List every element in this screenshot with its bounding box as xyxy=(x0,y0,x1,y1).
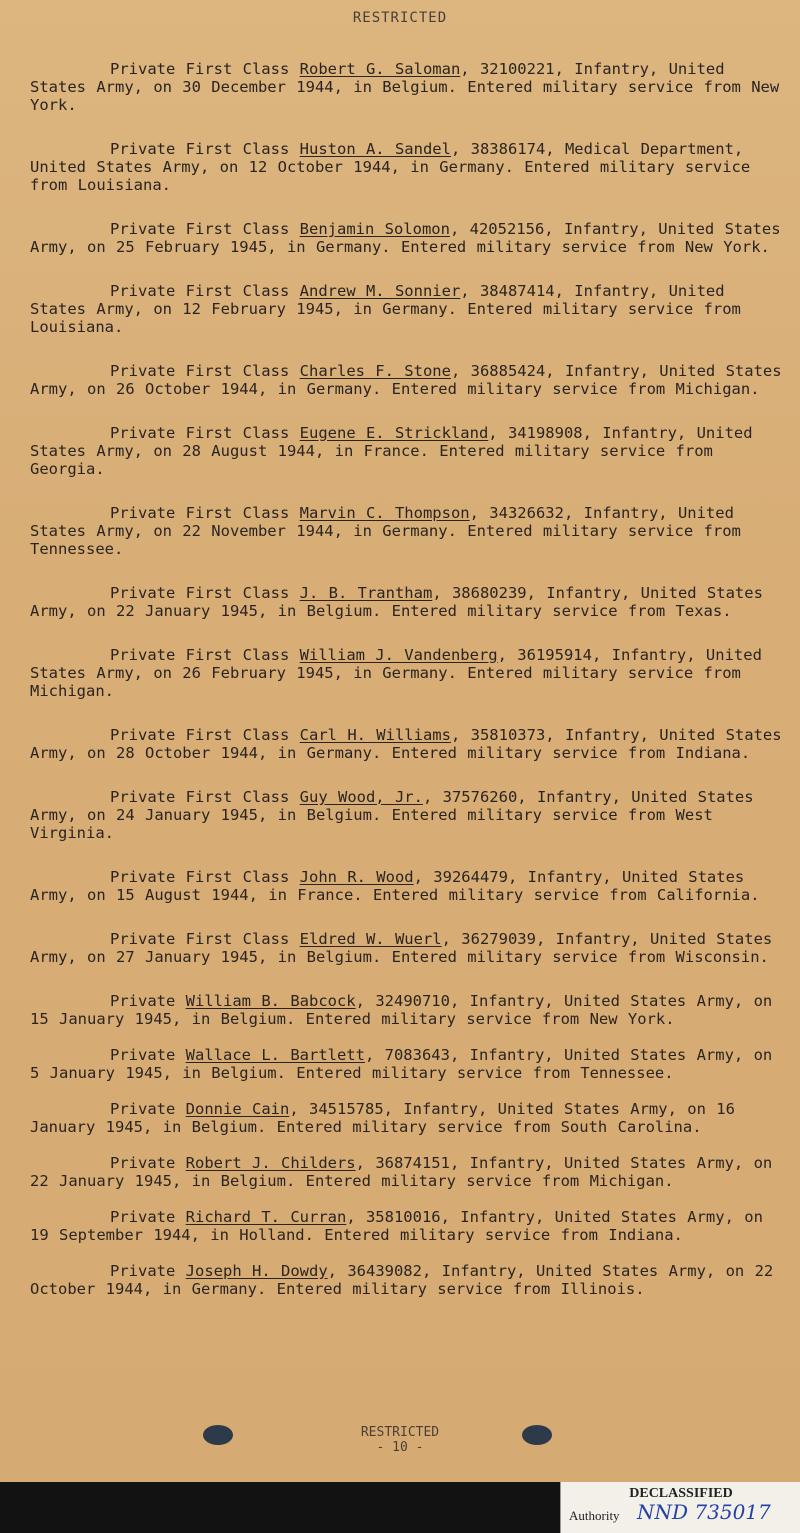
entry-name: Andrew M. Sonnier xyxy=(299,281,461,300)
entry-rank: Private xyxy=(110,1045,176,1064)
entry-rank: Private First Class xyxy=(110,503,290,522)
list-item xyxy=(30,1154,785,1190)
footer xyxy=(0,1425,800,1455)
entry-rank: Private First Class xyxy=(110,787,290,806)
list-item xyxy=(30,282,785,336)
entry-name: Donnie Cain xyxy=(185,1099,290,1118)
entry-details: , 36439082, Infantry, United States Army, on 22 October 1944, in Germany. Entered military service from Illinois. xyxy=(30,1261,774,1298)
list-item xyxy=(30,1046,785,1082)
entry-details: , 32100221, Infantry, United States Army, on 30 December 1944, in Belgium. Entered military service from New York. xyxy=(30,59,780,114)
entry-rank: Private First Class xyxy=(110,929,290,948)
entry-rank: Private First Class xyxy=(110,139,290,158)
entry-name: Eldred W. Wuerl xyxy=(299,929,442,948)
entry-rank: Private First Class xyxy=(110,867,290,886)
entry-name: Marvin C. Thompson xyxy=(299,503,470,522)
list-item xyxy=(30,1100,785,1136)
list-item xyxy=(30,1208,785,1244)
entry-name: Huston A. Sandel xyxy=(299,139,451,158)
entry-rank: Private xyxy=(110,1153,176,1172)
entry-name: Guy Wood, Jr. xyxy=(299,787,423,806)
entry-details: , 38487414, Infantry, United States Army, on 12 February 1945, in Germany. Entered military service from Louisiana. xyxy=(30,281,741,336)
list-item xyxy=(30,362,785,398)
entry-details: , 36874151, Infantry, United States Army, on 22 January 1945, in Belgium. Entered military service from Michigan. xyxy=(30,1153,773,1190)
entry-rank: Private xyxy=(110,1261,176,1280)
page-number: - 10 - xyxy=(376,1440,424,1455)
entry-name: Benjamin Solomon xyxy=(299,219,450,238)
list-item xyxy=(30,424,785,478)
list-item xyxy=(30,220,785,256)
declassified-stamp xyxy=(560,1482,800,1533)
list-item xyxy=(30,788,785,842)
entry-details: , 37576260, Infantry, United States Army, on 24 January 1945, in Belgium. Entered military service from West Virginia. xyxy=(30,787,754,842)
entry-name: Richard T. Curran xyxy=(185,1207,347,1226)
list-item xyxy=(30,726,785,762)
entry-details: , 38680239, Infantry, United States Army, on 22 January 1945, in Belgium. Entered military service from Texas. xyxy=(30,583,763,620)
list-item xyxy=(30,140,785,194)
entry-details: , 36195914, Infantry, United States Army, on 26 February 1945, in Germany. Entered military service from Michigan. xyxy=(30,645,762,700)
footer-classification: RESTRICTED xyxy=(360,1425,440,1440)
entry-name: William B. Babcock xyxy=(185,991,356,1010)
entry-rank: Private xyxy=(110,1207,176,1226)
entry-details: , 42052156, Infantry, United States Army, on 25 February 1945, in Germany. Entered military service from New York. xyxy=(30,219,781,256)
entry-name: John R. Wood xyxy=(299,867,414,886)
entry-name: Charles F. Stone xyxy=(299,361,451,380)
stamp-title: DECLASSIFIED xyxy=(629,1486,733,1501)
entry-details: , 35810373, Infantry, United States Army, on 28 October 1944, in Germany. Entered military service from Indiana. xyxy=(30,725,782,762)
entry-details: , 38386174, Medical Department, United States Army, on 12 October 1944, in Germany. Entered military service from Louisiana. xyxy=(30,139,751,194)
entry-name: Robert G. Saloman xyxy=(299,59,461,78)
list-item xyxy=(30,1262,785,1298)
list-item xyxy=(30,930,785,966)
entry-name: Wallace L. Bartlett xyxy=(185,1045,365,1064)
entry-details: , 32490710, Infantry, United States Army, on 15 January 1945, in Belgium. Entered military service from New York. xyxy=(30,991,773,1028)
entry-details: , 34326632, Infantry, United States Army, on 22 November 1944, in Germany. Entered military service from Tennessee. xyxy=(30,503,741,558)
entry-details: , 39264479, Infantry, United States Army, on 15 August 1944, in France. Entered military service from California. xyxy=(30,867,760,904)
entry-rank: Private First Class xyxy=(110,645,290,664)
stamp-authority-label: Authority xyxy=(569,1508,620,1523)
entry-rank: Private First Class xyxy=(110,583,290,602)
entry-rank: Private xyxy=(110,1099,176,1118)
entry-rank: Private First Class xyxy=(110,281,290,300)
header-classification: RESTRICTED xyxy=(352,10,448,26)
entry-details: , 36279039, Infantry, United States Army, on 27 January 1945, in Belgium. Entered military service from Wisconsin. xyxy=(30,929,773,966)
entry-rank: Private First Class xyxy=(110,423,290,442)
entry-rank: Private First Class xyxy=(110,219,290,238)
list-item xyxy=(30,868,785,904)
list-item xyxy=(30,60,785,114)
entry-name: William J. Vandenberg xyxy=(299,645,498,664)
entry-name: Robert J. Childers xyxy=(185,1153,356,1172)
entry-details: , 36885424, Infantry, United States Army, on 26 October 1944, in Germany. Entered military service from Michigan. xyxy=(30,361,782,398)
entry-name: Carl H. Williams xyxy=(299,725,451,744)
entry-details: , 34515785, Infantry, United States Army, on 16 January 1945, in Belgium. Entered military service from South Carolina. xyxy=(30,1099,735,1136)
entry-rank: Private First Class xyxy=(110,59,290,78)
list-item xyxy=(30,646,785,700)
list-item xyxy=(30,504,785,558)
entry-details: , 7083643, Infantry, United States Army, on 5 January 1945, in Belgium. Entered military service from Tennessee. xyxy=(30,1045,773,1082)
list-item xyxy=(30,992,785,1028)
entry-rank: Private First Class xyxy=(110,361,290,380)
entry-rank: Private First Class xyxy=(110,725,290,744)
casualty-list xyxy=(30,44,785,1316)
entry-name: J. B. Trantham xyxy=(299,583,433,602)
entry-details: , 35810016, Infantry, United States Army, on 19 September 1944, in Holland. Entered military service from Indiana. xyxy=(30,1207,763,1244)
entry-name: Joseph H. Dowdy xyxy=(185,1261,328,1280)
entry-rank: Private xyxy=(110,991,176,1010)
stamp-authority-value: NND 735017 xyxy=(637,1500,771,1524)
entry-name: Eugene E. Strickland xyxy=(299,423,489,442)
entry-details: , 34198908, Infantry, United States Army, on 28 August 1944, in France. Entered military service from Georgia. xyxy=(30,423,753,478)
list-item xyxy=(30,584,785,620)
